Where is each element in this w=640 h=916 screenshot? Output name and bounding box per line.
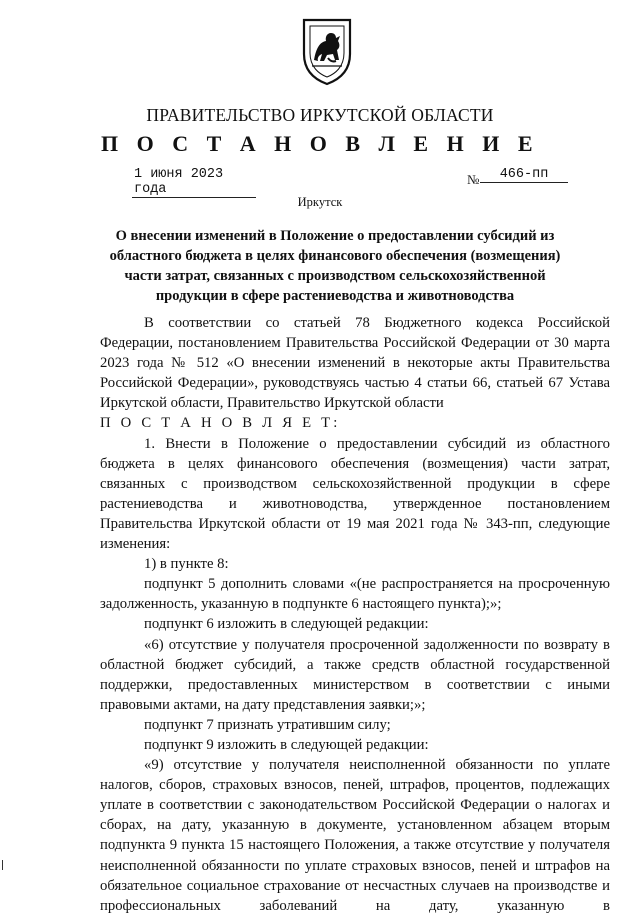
paragraph-subpoint-7: подпункт 7 признать утратившим силу; bbox=[144, 716, 391, 733]
paragraph-subpoint-5: подпункт 5 дополнить словами «(не распространяется на просроченную задолженность, указанную в подпункте 6 настоящего пункта);»; bbox=[100, 576, 610, 613]
paragraph-subitem-1: 1) в пункте 8: bbox=[144, 556, 229, 573]
paragraph-subpoint-9-intro: подпункт 9 изложить в следующей редакции: bbox=[144, 736, 429, 753]
document-body bbox=[100, 313, 610, 916]
paragraph-subpoint-9-text: «9) отсутствие у получателя неисполненной обязанности по уплате налогов, сборов, страховых взносов, пеней, штрафов, процентов, подлежащих уплате в соответствии с законодательством Российской Федерации о налогах и сборах, на дату, указанную в документе, установленном абзацем вторым подпункта 9 пункта 15 настоящего Положения, а также отсутствие у получателя неисполненной обязанности по уплате страховых взносов, пеней и штрафов на обязательное социальное страхование от несчастных случаев на производстве и профессиональных заболеваний на дату, указанную в bbox=[100, 757, 610, 914]
number-sign: № bbox=[467, 172, 480, 187]
document-number: 466-пп bbox=[480, 167, 568, 183]
city-name: Иркутск bbox=[297, 195, 343, 209]
document-date: 1 июня 2023 года bbox=[132, 167, 256, 198]
paragraph-preamble: В соответствии со статьей 78 Бюджетного кодекса Российской Федерации, постановлением Правительства Российской Федерации от 30 марта 2023 года № 512 «О внесении изменений в некоторые акты Правительства Российской Федерации», руководствуясь частью 4 статьи 66, статьей 67 Устава Иркутской области, Правительство Иркутской области bbox=[100, 315, 610, 412]
government-name: ПРАВИТЕЛЬСТВО ИРКУТСКОЙ ОБЛАСТИ bbox=[146, 105, 494, 125]
coat-of-arms-emblem bbox=[300, 14, 354, 86]
document-type: П О С Т А Н О В Л Е Н И Е bbox=[100, 131, 540, 156]
paragraph-resolves: П О С Т А Н О В Л Я Е Т: bbox=[100, 415, 341, 432]
paragraph-subpoint-6-intro: подпункт 6 изложить в следующей редакции: bbox=[144, 616, 429, 633]
scan-edge-mark bbox=[2, 860, 3, 870]
paragraph-subpoint-6-text: «6) отсутствие у получателя просроченной задолженности по возврату в областной бюджет субсидий, а также средств областной государственной поддержки, предоставленных министерством в соответствии с иными правовыми актами, на дату представления заявки;»; bbox=[100, 636, 610, 713]
document-title: О внесении изменений в Положение о предоставлении субсидий из областного бюджета в целях финансового обеспечения (возмещения) части затрат, связанных с производством сельскохозяйственной продукции в сфере растениеводства и животноводства bbox=[109, 228, 561, 304]
paragraph-item-1: 1. Внести в Положение о предоставлении субсидий из областного бюджета в целях финансового обеспечения (возмещения) части затрат, связанных с производством сельскохозяйственной продукции в сфере растениеводства и животноводства, утвержденное постановлением Правительства Иркутской области от 19 мая 2021 года № 343-пп, следующие изменения: bbox=[100, 435, 610, 553]
